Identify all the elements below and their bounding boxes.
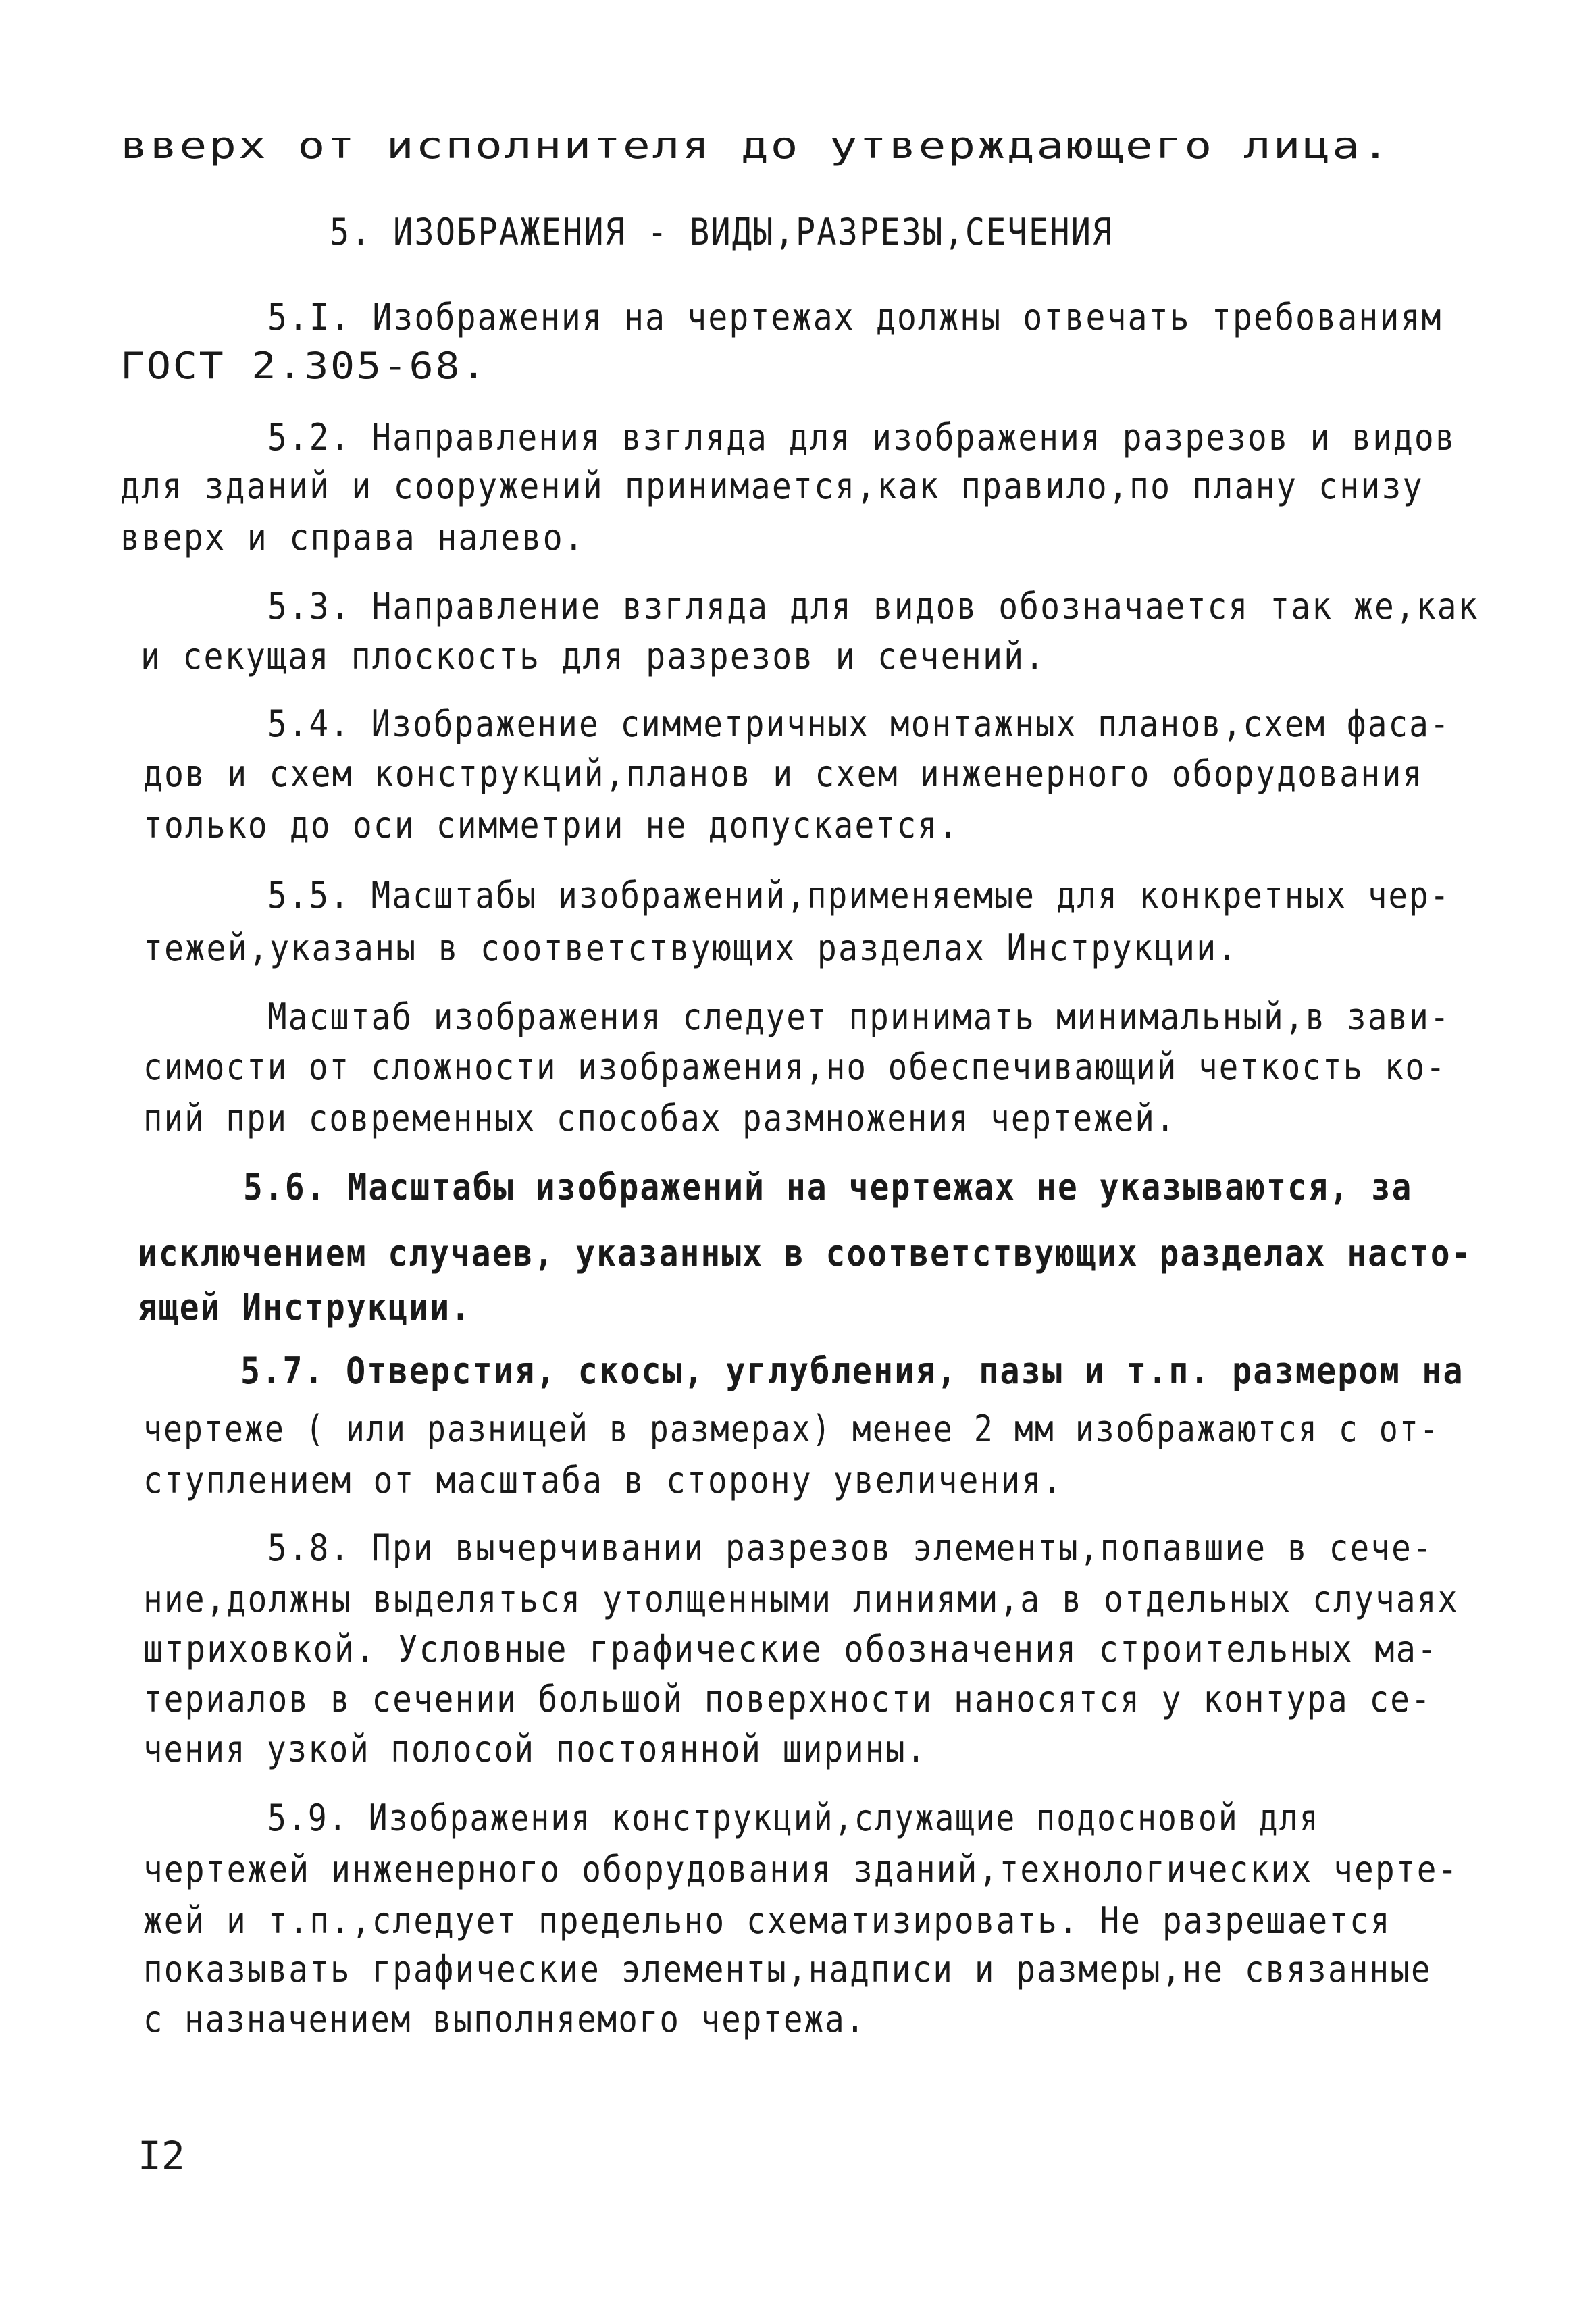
text-line: 5.6. Масштабы изображений на чертежах не указываются, за: [243, 1166, 1413, 1208]
text-line: жей и т.п.,следует предельно схематизировать. Не разрешается: [143, 1899, 1391, 1942]
text-line: ступлением от масштаба в сторону увеличения.: [143, 1459, 1064, 1501]
text-line: исключением случаев, указанных в соответствующих разделах насто-: [138, 1232, 1472, 1275]
text-line: только до оси симметрии не допускается.: [143, 804, 960, 846]
text-line: ГОСТ 2.305-68.: [120, 344, 488, 387]
text-line: ние,должны выделяться утолщенными линиями,а в отдельных случаях: [143, 1578, 1459, 1620]
text-line: пий при современных способах размножения чертежей.: [143, 1097, 1177, 1139]
text-line: 5.7. Отверстия, скосы, углубления, пазы и т.п. размером на: [240, 1349, 1464, 1392]
text-line: 5.2. Направления взгляда для изображения разрезов и видов: [267, 416, 1456, 459]
text-line: Масштаб изображения следует принимать минимальный,в зави-: [267, 996, 1451, 1038]
text-line: териалов в сечении большой поверхности наносятся у контура се-: [143, 1678, 1432, 1720]
text-line: показывать графические элементы,надписи и размеры,не связанные: [143, 1948, 1432, 1990]
text-line: 5.8. При вычерчивании разрезов элементы,попавшие в сече-: [267, 1526, 1433, 1569]
text-line: 5.3. Направление взгляда для видов обозначается так же,как: [267, 585, 1479, 627]
page-number: I2: [138, 2133, 185, 2179]
text-line: вверх от исполнителя до утверждающего лица.: [120, 124, 1391, 167]
text-line: чения узкой полосой постоянной ширины.: [143, 1728, 927, 1770]
text-line: и секущая плоскость для разрезов и сечений.: [140, 635, 1046, 677]
section-heading: 5. ИЗОБРАЖЕНИЯ - ВИДЫ,РАЗРЕЗЫ,СЕЧЕНИЯ: [330, 211, 1114, 253]
text-line: вверх и справа налево.: [120, 516, 586, 559]
text-line: 5.4. Изображение симметричных монтажных планов,схем фаса-: [267, 702, 1451, 745]
text-line: 5.5. Масштабы изображений,применяемые для конкретных чер-: [267, 874, 1451, 917]
text-line: чертежей инженерного оборудования зданий,технологических черте-: [143, 1848, 1459, 1891]
text-line: чертеже ( или разницей в размерах) менее 2 мм изображаются с от-: [143, 1408, 1440, 1450]
text-line: 5.9. Изображения конструкций,служащие подосновой для: [267, 1797, 1320, 1839]
text-line: для зданий и сооружений принимается,как правило,по плану снизу: [120, 465, 1424, 507]
text-line: тежей,указаны в соответствующих разделах Инструкции.: [143, 927, 1239, 969]
text-line: с назначением выполняемого чертежа.: [143, 1998, 867, 2040]
text-line: штриховкой. Условные графические обозначения строительных ма-: [143, 1628, 1439, 1670]
text-line: 5.I. Изображения на чертежах должны отвечать требованиям: [267, 296, 1443, 338]
text-line: дов и схем конструкций,планов и схем инженерного оборудования: [143, 752, 1424, 795]
text-line: ящей Инструкции.: [138, 1286, 472, 1329]
text-line: симости от сложности изображения,но обеспечивающий четкость ко-: [143, 1046, 1447, 1088]
